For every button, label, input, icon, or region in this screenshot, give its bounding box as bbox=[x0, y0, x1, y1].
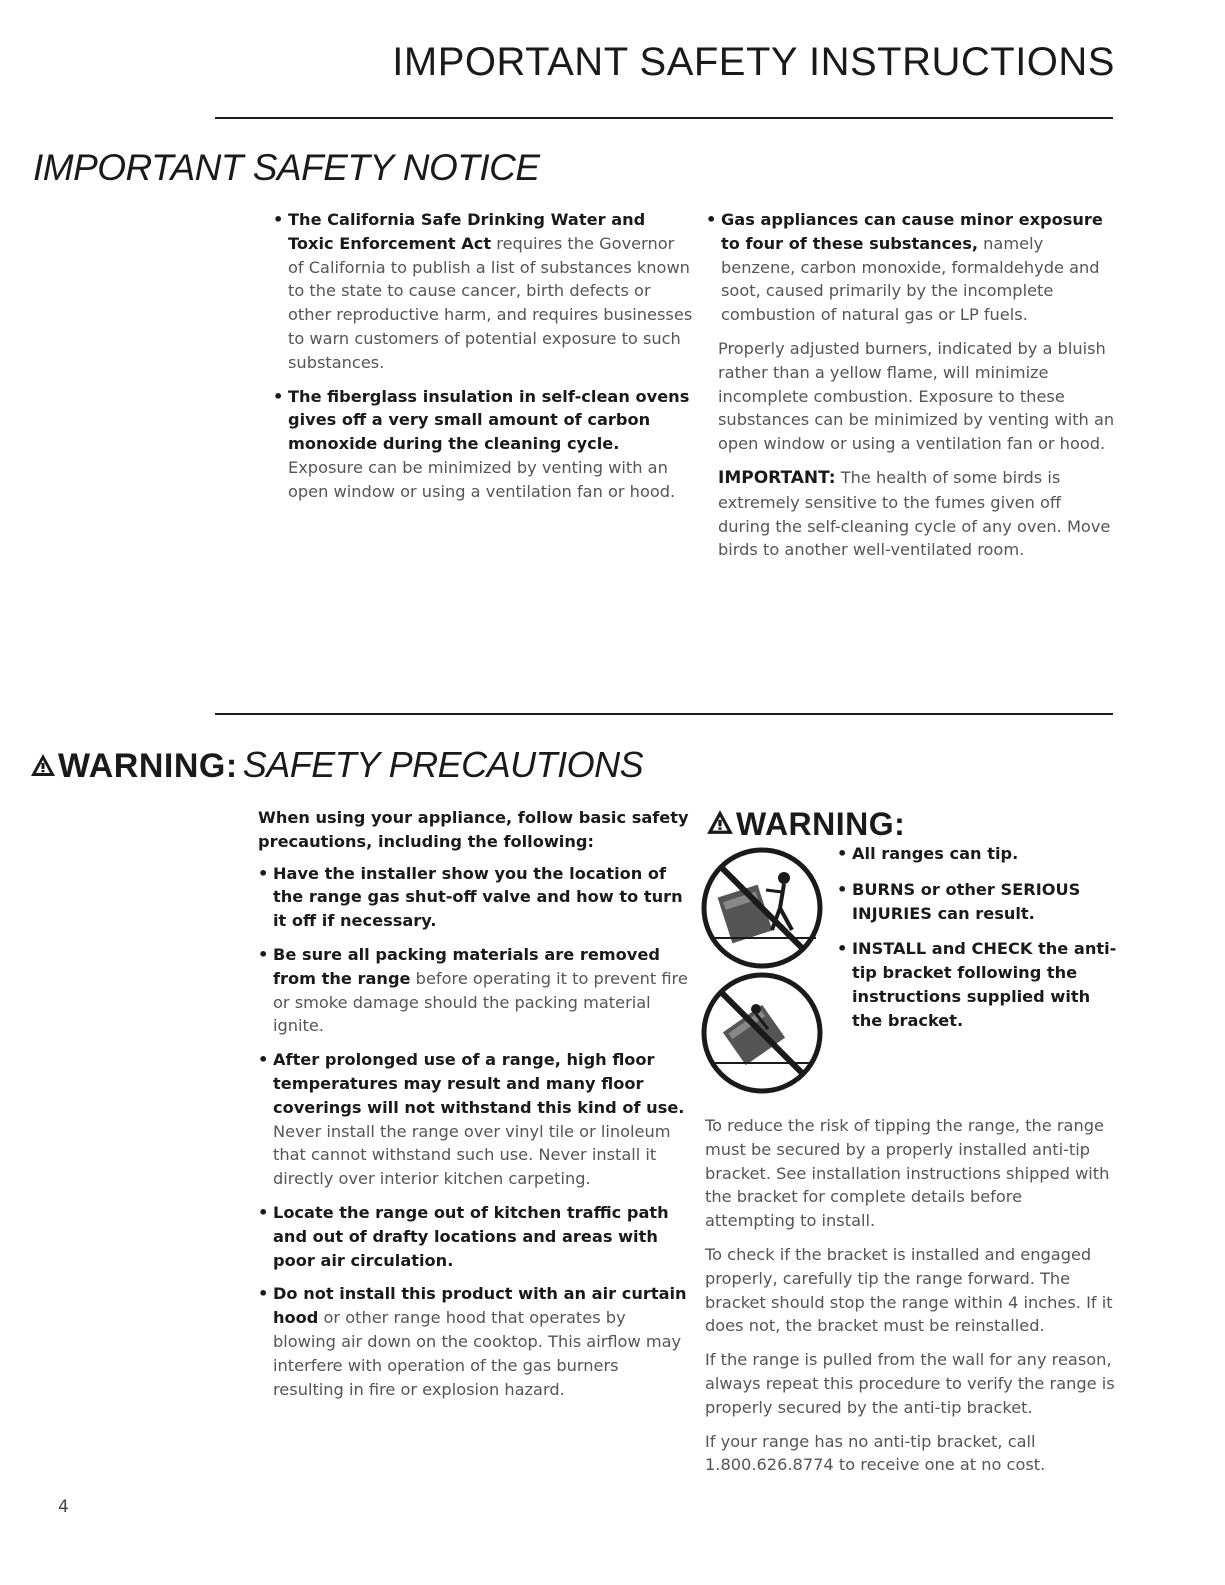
notice-item-california bbox=[273, 208, 693, 375]
anti-tip-paragraph: If your range has no anti-tip bracket, call 1.800.626.8774 to receive one at no cost. bbox=[705, 1431, 1046, 1475]
precaution-text: Never install the range over vinyl tile or linoleum that cannot withstand such use. Never install it directly over interior kitchen carpeting. bbox=[273, 1121, 671, 1189]
precaution-item bbox=[258, 1282, 690, 1401]
precaution-lead: Locate the range out of kitchen traffic path and out of drafty locations and areas with poor air circulation. bbox=[273, 1202, 669, 1270]
precautions-intro: When using your appliance, follow basic safety precautions, including the following: bbox=[258, 808, 689, 851]
notice-paragraph-burners: Properly adjusted burners, indicated by a bluish rather than a yellow flame, will minimize incomplete combustion. Exposure to these substances can be minimized by venting with an open window or using a ventilation fan or hood. bbox=[718, 338, 1115, 454]
notice-item-fiberglass bbox=[273, 385, 693, 504]
page-title: IMPORTANT SAFETY INSTRUCTIONS bbox=[392, 40, 1115, 84]
important-label: IMPORTANT: bbox=[718, 467, 836, 488]
tip-warning-item: • INSTALL and CHECK the anti-tip bracket following the instructions supplied with the bracket. bbox=[837, 937, 1117, 1032]
precaution-lead: After prolonged use of a range, high floor temperatures may result and many floor coverings will not withstand this kind of use. bbox=[273, 1050, 685, 1117]
important-text: The health of some birds is extremely sensitive to the fumes given off during the self-cleaning cycle of any oven. Move birds to another well-ventilated room. bbox=[718, 467, 1111, 560]
tip-warning-item: • All ranges can tip. bbox=[837, 842, 1117, 866]
notice-item-text: namely benzene, carbon monoxide, formaldehyde and soot, caused primarily by the incomplete combustion of natural gas or LP fuels. bbox=[721, 233, 1100, 325]
anti-tip-paragraph: If the range is pulled from the wall for any reason, always repeat this procedure to verify the range is properly secured by the anti-tip bracket. bbox=[705, 1350, 1115, 1417]
notice-item-lead: The California Safe Drinking Water and Toxic Enforcement Act bbox=[288, 210, 646, 253]
precaution-lead: Be sure all packing materials are removed from the range bbox=[273, 944, 660, 988]
notice-heading: IMPORTANT SAFETY NOTICE bbox=[33, 147, 540, 188]
precaution-lead: Have the installer show you the location of the range gas shut-off valve and how to turn it off if necessary. bbox=[273, 863, 683, 931]
precaution-lead: Do not install this product with an air curtain hood bbox=[273, 1284, 687, 1328]
warning-triangle-icon bbox=[706, 809, 734, 835]
tip-warning-label: WARNING: bbox=[736, 806, 906, 842]
precaution-item bbox=[258, 1201, 690, 1272]
precaution-item bbox=[258, 943, 690, 1038]
notice-item-lead: The fiberglass insulation in self-clean ovens gives off a very small amount of carbon monoxide during the cleaning cycle. bbox=[288, 386, 690, 454]
precaution-text: or other range hood that operates by blowing air down on the cooktop. This airflow may interfere with operation of the gas burners resulting in fire or explosion hazard. bbox=[273, 1308, 682, 1399]
tip-warning-list bbox=[837, 842, 1117, 1045]
notice-item-lead: Gas appliances can cause minor exposure to four of these substances, bbox=[721, 210, 1103, 253]
range-tipped-icon bbox=[700, 971, 824, 1095]
precautions-column bbox=[258, 806, 690, 1411]
range-tip-over-icon bbox=[700, 846, 824, 970]
notice-paragraph-birds bbox=[718, 466, 1116, 562]
header-divider bbox=[215, 117, 1113, 119]
anti-tip-instructions bbox=[705, 1114, 1117, 1487]
notice-left-column bbox=[273, 208, 693, 514]
warning-title: SAFETY PRECAUTIONS bbox=[242, 744, 644, 785]
notice-item-gas bbox=[706, 208, 1116, 327]
warning-triangle-icon bbox=[30, 753, 56, 777]
precaution-text: before operating it to prevent fire or smoke damage should the packing material ignite. bbox=[273, 968, 688, 1036]
notice-right-column bbox=[706, 208, 1116, 572]
anti-tip-paragraph: To check if the bracket is installed and engaged properly, carefully tip the range forward. The bracket should stop the range within 4 inches. If it does not, the bracket must be reinstalled. bbox=[705, 1244, 1113, 1336]
page-number: 4 bbox=[58, 1497, 69, 1517]
precaution-item bbox=[258, 862, 690, 933]
tip-warning-heading bbox=[706, 806, 905, 843]
warning-label: WARNING: bbox=[58, 747, 238, 785]
notice-item-text: requires the Governor of California to publish a list of substances known to the state to cause cancer, birth defects or other reproductive harm, and requires businesses to warn customers of potential exposure to such substances. bbox=[288, 233, 693, 372]
warning-heading bbox=[30, 744, 643, 786]
section-divider bbox=[215, 713, 1113, 715]
anti-tip-paragraph: To reduce the risk of tipping the range, the range must be secured by a properly installed anti-tip bracket. See installation instructions shipped with the bracket for complete details before attempting to install. bbox=[705, 1116, 1110, 1231]
notice-item-text: Exposure can be minimized by venting with an open window or using a ventilation fan or hood. bbox=[288, 457, 676, 501]
tip-warning-item: • BURNS or other SERIOUS INJURIES can result. bbox=[837, 878, 1117, 926]
precaution-item bbox=[258, 1048, 690, 1191]
